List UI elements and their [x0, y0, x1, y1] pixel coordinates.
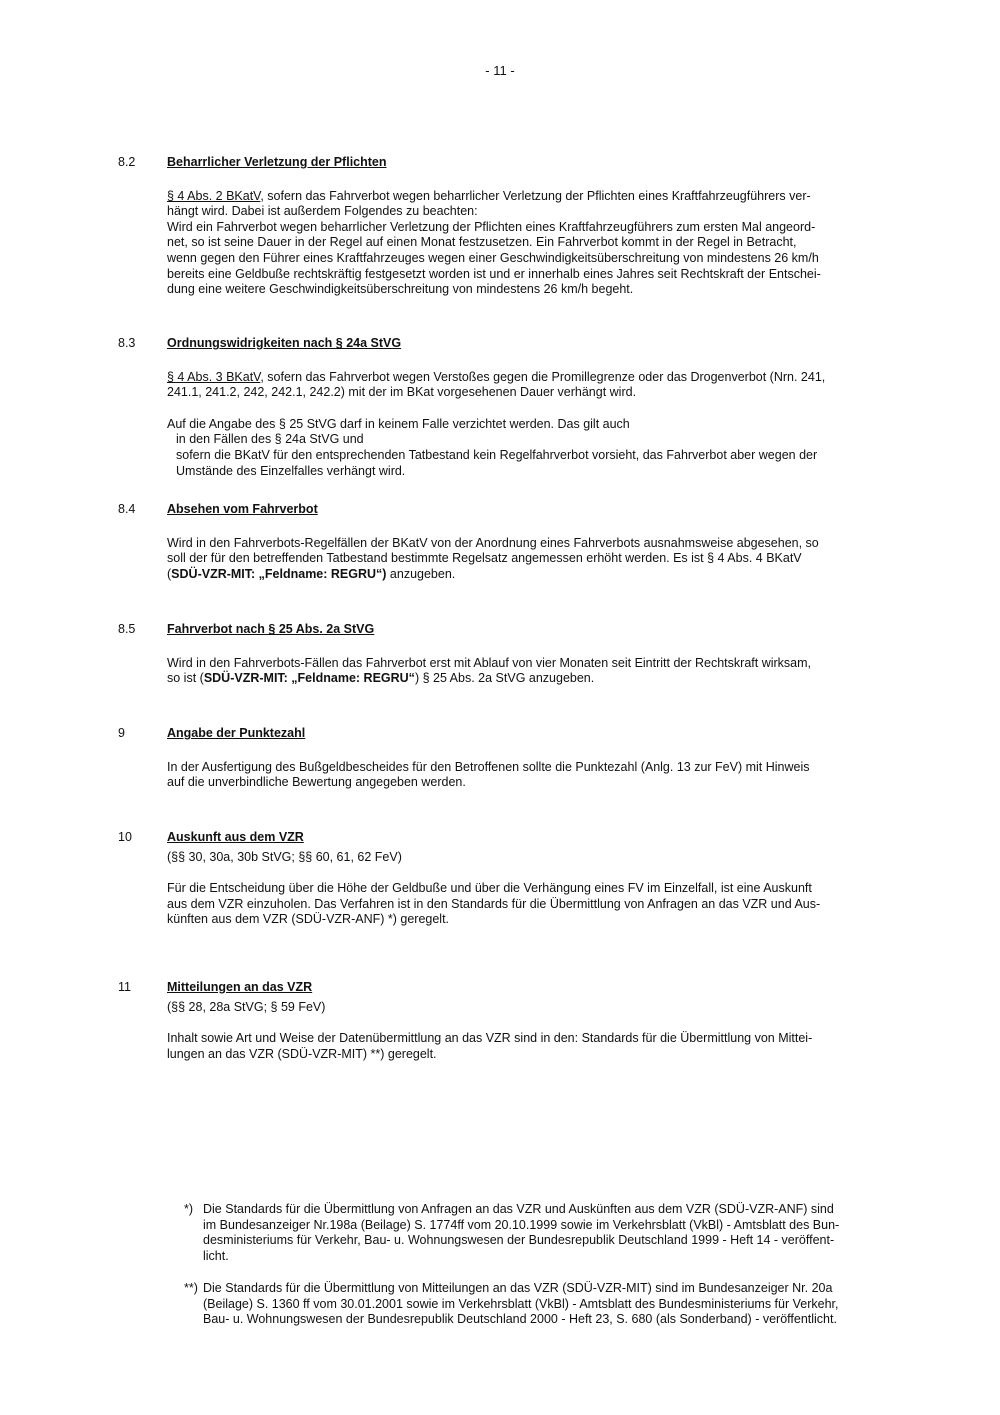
legal-reference: § 4 Abs. 2 BKatV [167, 188, 261, 203]
section-11 [118, 980, 888, 1062]
footnote-2: **) Die Standards für die Übermittlung von Mitteilungen an das VZR (SDÜ-VZR-MIT) sind im Bundesanzeiger Nr. 20a (Beilage) S. 1360 ff vom 30.01.2001 sowie im Verkehrsblatt (VkBl) - Amtsblatt des Bundesministeriums für Verkehr, Bau- u. Wohnungswesen der Bundesrepublik Deutschland 2000 - Heft 23, S. 680 (als Sonderband) - veröffentlicht. [184, 1281, 839, 1327]
footnote-mark: **) [184, 1281, 198, 1295]
legal-basis: (§§ 30, 30a, 30b StVG; §§ 60, 61, 62 FeV) [167, 849, 402, 864]
section-number: 9 [118, 726, 125, 740]
section-number: 11 [118, 980, 131, 994]
section-heading: Auskunft aus dem VZR [167, 830, 304, 844]
section-9 [118, 726, 888, 791]
section-paragraph: Inhalt sowie Art und Weise der Datenübermittlung an das VZR sind in den: Standards für die Übermittlung von Mittei- lungen an das VZR (SDÜ-VZR-MIT) **) geregelt. [167, 1031, 813, 1061]
section-number: 10 [118, 830, 132, 844]
section-paragraph: § 4 Abs. 2 BKatV, sofern das Fahrverbot wegen beharrlicher Verletzung der Pflichten eines Kraftfahrzeugführers ver- hängt wird. Dabei ist außerdem Folgendes zu beachten: Wird ein Fahrverbot wegen beharrlicher Verletzung der Pflichten eines Kraftfahrzeugführers zum ersten Mal angeord- net, so ist seine Dauer in der Regel auf einen Monat festzusetzen. Ein Fahrverbot kommt in der Regel in Betracht, wenn gegen den Führer eines Kraftfahrzeuges wegen einer Geschwindigkeitsüberschreitung von mindestens 26 km/h bereits eine Geldbuße rechtskräftig festgesetzt worden ist und er innerhalb eines Jahres seit Rechtskraft der Entschei- dung eine weitere Geschwindigkeitsüberschreitung von mindestens 26 km/h begeht. [167, 188, 821, 297]
section-paragraph: In der Ausfertigung des Bußgeldbescheides für den Betroffenen sollte die Punktezahl (Anlg. 13 zur FeV) mit Hinweis auf die unverbindliche Bewertung angegeben werden. [167, 759, 810, 790]
legal-basis: (§§ 28, 28a StVG; § 59 FeV) [167, 999, 326, 1014]
section-heading: Fahrverbot nach § 25 Abs. 2a StVG [167, 622, 375, 636]
section-number: 8.5 [118, 622, 136, 636]
section-paragraph: § 4 Abs. 3 BKatV, sofern das Fahrverbot wegen Verstoßes gegen die Promillegrenze oder das Drogenverbot (Nrn. 241, 241.1, 241.2, 242, 242.1, 242.2) mit der im BKat vorgesehenen Dauer verhängt wird. [167, 369, 826, 400]
list-item: sofern die BKatV für den entsprechenden Tatbestand kein Regelfahrverbot vorsieht, das Fahrverbot aber wegen der [176, 447, 818, 462]
section-number: 8.2 [118, 155, 136, 169]
section-8-5 [118, 622, 888, 687]
field-name: SDÜ-VZR-MIT: „Feldname: REGRU“) [171, 566, 387, 581]
section-10 [118, 830, 888, 928]
section-8-2 [118, 155, 888, 298]
section-8-3 [118, 336, 888, 479]
section-paragraph: Wird in den Fahrverbots-Fällen das Fahrverbot erst mit Ablauf von vier Monaten seit Eintritt der Rechtskraft wirksam, so ist (SDÜ-VZR-MIT: „Feldname: REGRU“) § 25 Abs. 2a StVG anzugeben. [167, 655, 811, 686]
section-heading: Beharrlicher Verletzung der Pflichten [167, 155, 387, 169]
section-heading: Angabe der Punktezahl [167, 726, 306, 740]
legal-reference: § 4 Abs. 3 BKatV [167, 369, 261, 384]
page-number: - 11 - [485, 63, 515, 78]
section-number: 8.4 [118, 502, 136, 516]
section-8-4 [118, 502, 888, 582]
section-paragraph: Für die Entscheidung über die Höhe der Geldbuße und über die Verhängung eines FV im Einzelfall, ist eine Auskunft aus dem VZR einzuholen. Das Verfahren ist in den Standards für die Übermittlung von Anfragen an das VZR und Aus- künften aus dem VZR (SDÜ-VZR-ANF) *) geregelt. [167, 881, 821, 927]
section-number: 8.3 [118, 336, 136, 350]
section-paragraph: Auf die Angabe des § 25 StVG darf in keinem Falle verzichtet werden. Das gilt auch in den Fällen des § 24a StVG und sofern die BKatV für den entsprechenden Tatbestand kein Regelfahrverbot vorsieht, das Fahrverbot aber wegen der Umstände des Einzelfalles verhängt wird. [167, 417, 888, 479]
footnote-mark: *) [184, 1202, 194, 1216]
section-heading: Mitteilungen an das VZR [167, 980, 313, 994]
list-item: in den Fällen des § 24a StVG und [176, 432, 364, 447]
section-heading: Absehen vom Fahrverbot [167, 502, 318, 516]
section-paragraph: Wird in den Fahrverbots-Regelfällen der BKatV von der Anordnung eines Fahrverbots ausnahmsweise abgesehen, so soll der für den betreffenden Tatbestand bestimmte Regelsatz angemessen erhöht werden. Es ist § 4 Abs. 4 BKatV (SDÜ-VZR-MIT: „Feldname: REGRU“) anzugeben. [167, 535, 819, 581]
footnote-1: *) Die Standards für die Übermittlung von Anfragen an das VZR und Auskünften aus dem VZR (SDÜ-VZR-ANF) sind im Bundesanzeiger Nr.198a (Beilage) S. 1774ff vom 20.10.1999 sowie im Verkehrsblatt (VkBl) - Amtsblatt des Bun- desministeriums für Verkehr, Bau- u. Wohnungswesen der Bundesrepublik Deutschland 1999 - Heft 14 - veröffent- licht. [184, 1202, 840, 1263]
section-heading: Ordnungswidrigkeiten nach § 24a StVG [167, 336, 402, 350]
field-name: SDÜ-VZR-MIT: „Feldname: REGRU“ [203, 671, 415, 686]
